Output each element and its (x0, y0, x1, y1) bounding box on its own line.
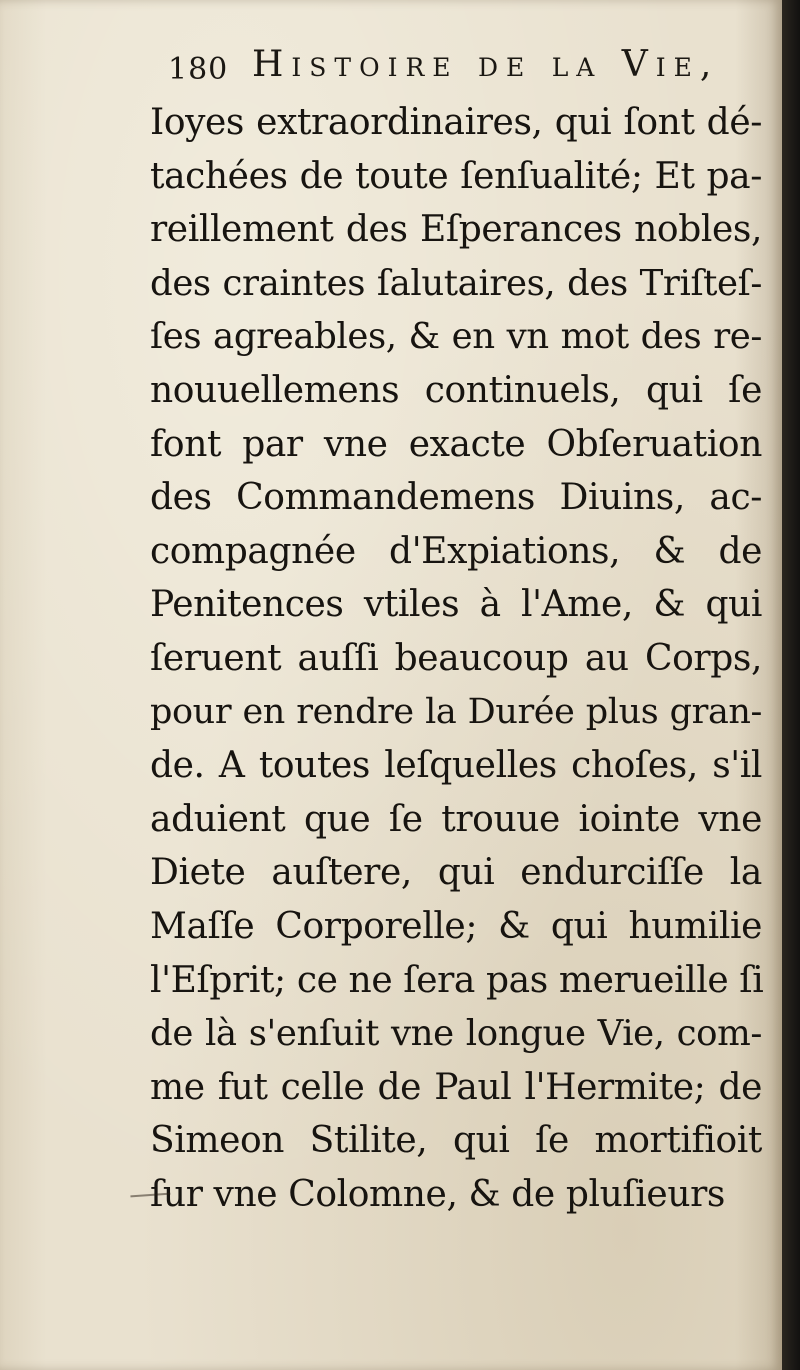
page-header (168, 42, 768, 96)
text-line: des craintes ſalutaires, des Triſteſ- (150, 262, 762, 304)
text-line: des Commandemens Diuins, ac- (150, 477, 762, 519)
text-line: ſes agreables, & en vn mot des re- (150, 316, 762, 358)
text-line: de. A toutes leſquelles choſes, s'il (150, 745, 762, 787)
text-line: Ioyes extraordinaires, qui ſont dé- (150, 102, 762, 143)
text-line: tachées de toute ſenſualité; Et pa- (150, 155, 762, 197)
text-line: Diete auſtere, qui endurciſſe la (150, 852, 762, 894)
ink-mark (130, 1181, 171, 1198)
text-line: pour en rendre la Durée plus gran- (150, 691, 762, 732)
text-line: compagnée d'Expiations, & de (150, 530, 762, 572)
text-line: Maſſe Corporelle; & qui humilie (150, 905, 762, 947)
text-line: de là s'enſuit vne longue Vie, com- (150, 1013, 762, 1055)
page-edge-shadow (782, 0, 800, 1370)
text-line: reillement des Eſperances nobles, (150, 209, 762, 251)
text-line: aduient que ſe trouue iointe vne (150, 798, 762, 840)
text-line: ſeruent auſſi beaucoup au Corps, (150, 637, 762, 679)
text-line: me fut celle de Paul l'Hermite; de (150, 1066, 762, 1108)
text-line: font par vne exacte Obſeruation (150, 423, 762, 465)
text-line: Penitences vtiles à l'Ame, & qui (150, 584, 762, 626)
text-line: nouuellemens continuels, qui ſe (150, 369, 762, 411)
page-number: 180 (168, 52, 229, 87)
text-line: l'Eſprit; ce ne ſera pas merueille ſi (150, 959, 764, 1001)
body-text (150, 96, 762, 1221)
text-line: Simeon Stilite, qui ſe mortifioit (150, 1120, 762, 1162)
running-head: Histoire de la Vie, (252, 44, 720, 85)
text-line: ſur vne Colomne, & de pluſieurs (150, 1173, 725, 1215)
